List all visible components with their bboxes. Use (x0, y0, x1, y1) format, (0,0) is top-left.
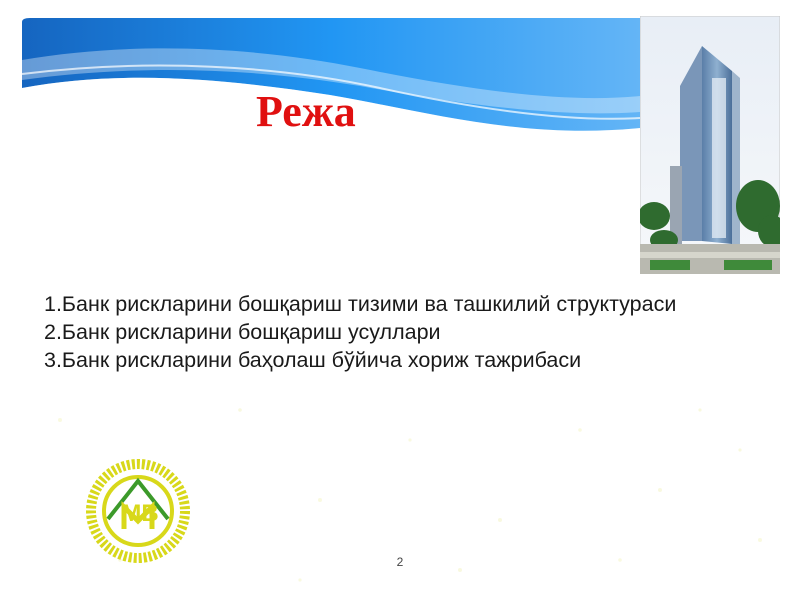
plan-item-1: 1.Банк рискларини бошқариш тизими ва ташкилий структураси (44, 292, 677, 316)
institution-logo (86, 459, 190, 563)
bank-building-photo (640, 16, 780, 274)
plan-list (44, 290, 676, 374)
page-number: 2 (396, 555, 404, 569)
logo-monogram: МВ (121, 500, 159, 527)
plan-item-3: 3.Банк рискларини баҳолаш бўйича хориж тажрибаси (44, 348, 582, 372)
plan-item-2: 2.Банк рискларини бошқариш усуллари (44, 320, 441, 344)
slide-title: Режа (256, 87, 356, 136)
